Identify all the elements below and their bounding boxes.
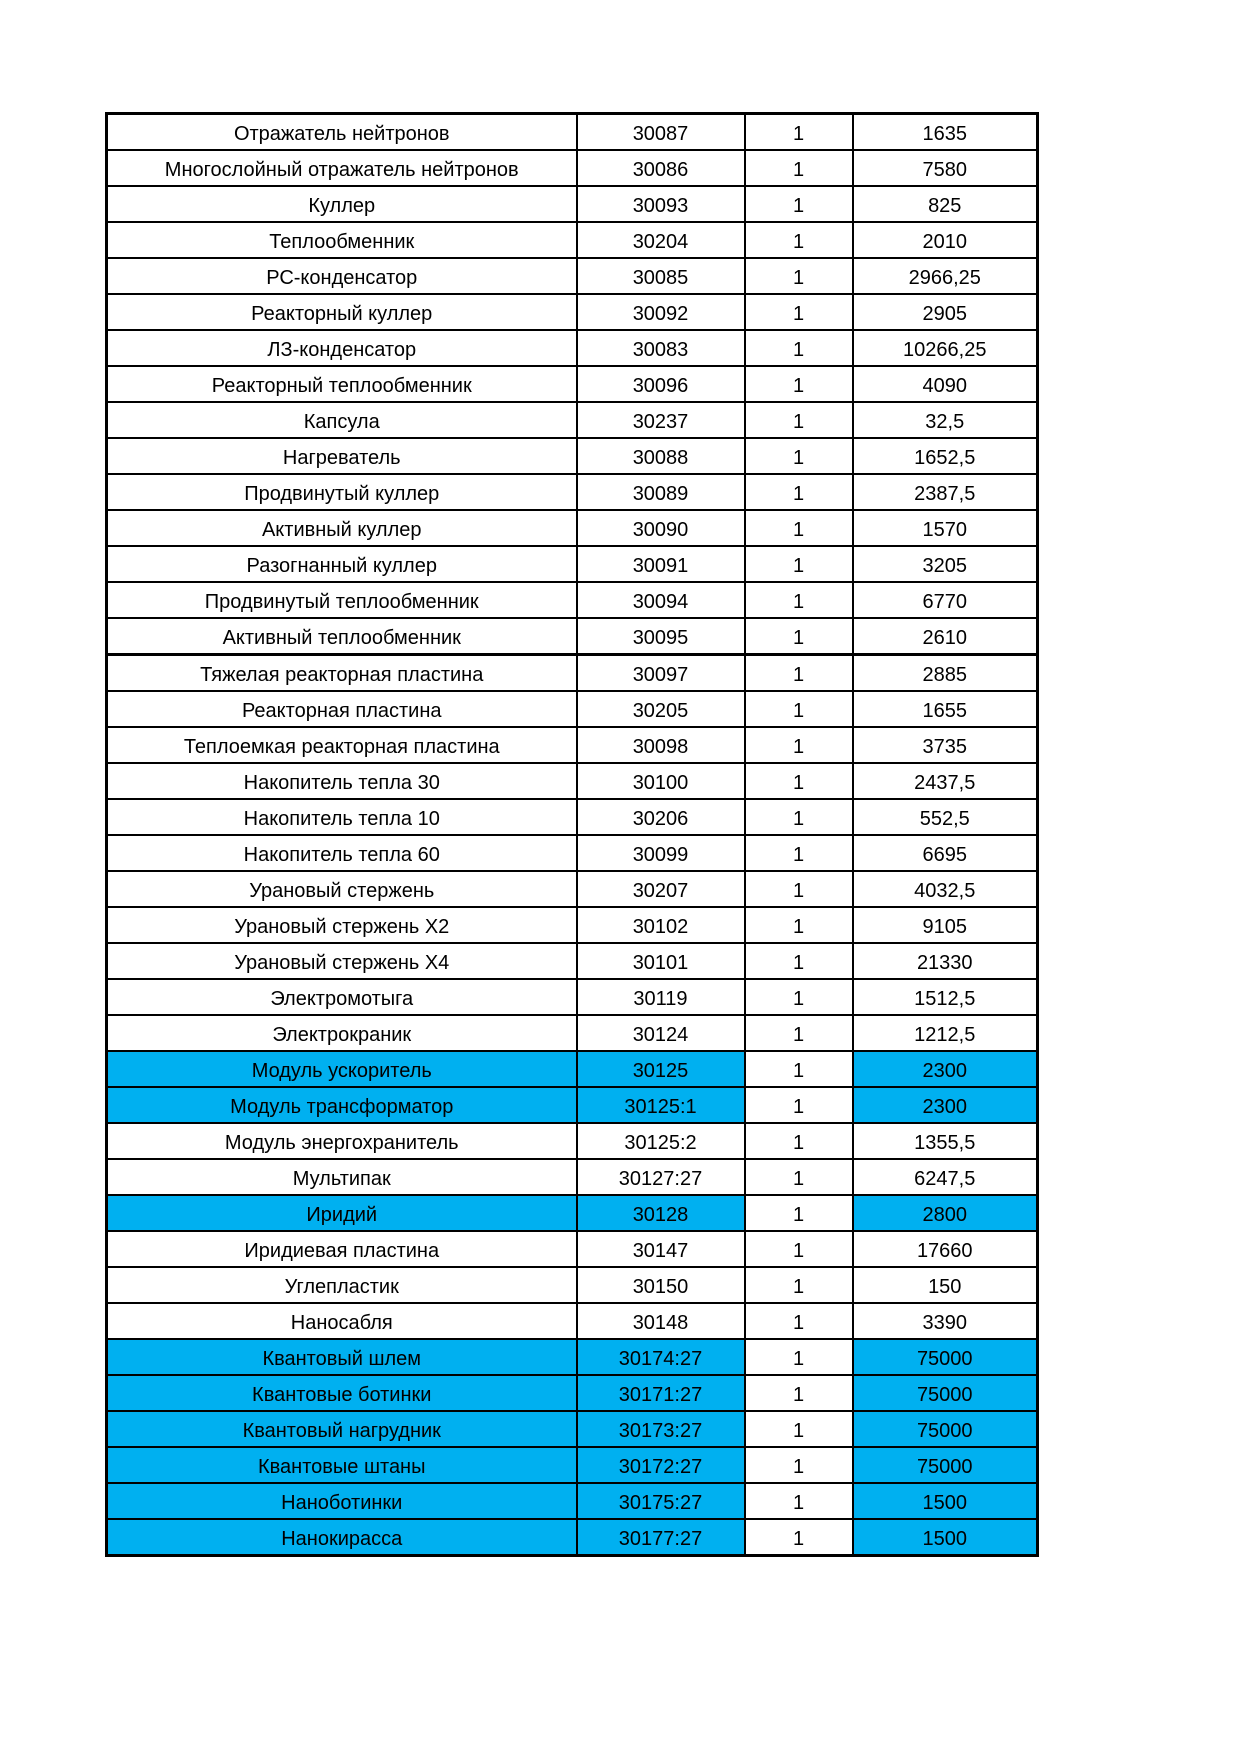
table-row xyxy=(107,907,1038,943)
item-code-cell: 30098 xyxy=(577,727,745,763)
item-name-cell: Электрокраник xyxy=(107,1015,577,1051)
item-name-cell: Тяжелая реакторная пластина xyxy=(107,655,577,692)
item-code-cell: 30097 xyxy=(577,655,745,692)
item-qty-cell: 1 xyxy=(745,655,853,692)
item-qty-cell: 1 xyxy=(745,114,853,151)
item-price-cell: 4032,5 xyxy=(853,871,1038,907)
item-qty-cell: 1 xyxy=(745,1123,853,1159)
item-name-cell: Наноботинки xyxy=(107,1483,577,1519)
item-price-cell: 1512,5 xyxy=(853,979,1038,1015)
item-price-cell: 150 xyxy=(853,1267,1038,1303)
item-code-cell: 30237 xyxy=(577,402,745,438)
item-name-cell: ЛЗ-конденсатор xyxy=(107,330,577,366)
table-row xyxy=(107,1195,1038,1231)
item-code-cell: 30175:27 xyxy=(577,1483,745,1519)
item-code-cell: 30150 xyxy=(577,1267,745,1303)
item-name-cell: Нанокирасса xyxy=(107,1519,577,1556)
table-row xyxy=(107,186,1038,222)
item-code-cell: 30090 xyxy=(577,510,745,546)
item-qty-cell: 1 xyxy=(745,510,853,546)
item-price-cell: 2610 xyxy=(853,618,1038,655)
table-row xyxy=(107,1267,1038,1303)
item-code-cell: 30095 xyxy=(577,618,745,655)
item-qty-cell: 1 xyxy=(745,799,853,835)
item-code-cell: 30172:27 xyxy=(577,1447,745,1483)
item-name-cell: Реакторный теплообменник xyxy=(107,366,577,402)
table-row xyxy=(107,1231,1038,1267)
item-code-cell: 30087 xyxy=(577,114,745,151)
item-name-cell: Иридий xyxy=(107,1195,577,1231)
item-name-cell: Квантовые ботинки xyxy=(107,1375,577,1411)
table-row xyxy=(107,691,1038,727)
item-price-cell: 2300 xyxy=(853,1051,1038,1087)
table-row xyxy=(107,366,1038,402)
table-row xyxy=(107,835,1038,871)
item-name-cell: Капсула xyxy=(107,402,577,438)
table-row xyxy=(107,943,1038,979)
table-row xyxy=(107,618,1038,655)
item-code-cell: 30099 xyxy=(577,835,745,871)
item-price-cell: 17660 xyxy=(853,1231,1038,1267)
item-price-cell: 1212,5 xyxy=(853,1015,1038,1051)
item-name-cell: Накопитель тепла 60 xyxy=(107,835,577,871)
item-qty-cell: 1 xyxy=(745,366,853,402)
item-qty-cell: 1 xyxy=(745,186,853,222)
table-row xyxy=(107,438,1038,474)
item-price-cell: 1355,5 xyxy=(853,1123,1038,1159)
item-qty-cell: 1 xyxy=(745,1159,853,1195)
price-table-body xyxy=(107,114,1038,1556)
item-price-cell: 2885 xyxy=(853,655,1038,692)
item-name-cell: Электромотыга xyxy=(107,979,577,1015)
item-qty-cell: 1 xyxy=(745,1195,853,1231)
item-qty-cell: 1 xyxy=(745,1519,853,1556)
item-price-cell: 2905 xyxy=(853,294,1038,330)
item-name-cell: Отражатель нейтронов xyxy=(107,114,577,151)
item-qty-cell: 1 xyxy=(745,1303,853,1339)
item-qty-cell: 1 xyxy=(745,1375,853,1411)
table-row xyxy=(107,1123,1038,1159)
item-code-cell: 30124 xyxy=(577,1015,745,1051)
item-price-cell: 75000 xyxy=(853,1411,1038,1447)
item-name-cell: Накопитель тепла 30 xyxy=(107,763,577,799)
table-row xyxy=(107,546,1038,582)
item-qty-cell: 1 xyxy=(745,871,853,907)
item-name-cell: Модуль ускоритель xyxy=(107,1051,577,1087)
item-code-cell: 30148 xyxy=(577,1303,745,1339)
item-code-cell: 30092 xyxy=(577,294,745,330)
table-row xyxy=(107,1447,1038,1483)
item-code-cell: 30125 xyxy=(577,1051,745,1087)
item-qty-cell: 1 xyxy=(745,1267,853,1303)
item-price-cell: 9105 xyxy=(853,907,1038,943)
item-name-cell: Наносабля xyxy=(107,1303,577,1339)
item-price-cell: 75000 xyxy=(853,1447,1038,1483)
item-code-cell: 30127:27 xyxy=(577,1159,745,1195)
table-row xyxy=(107,294,1038,330)
item-code-cell: 30093 xyxy=(577,186,745,222)
item-price-cell: 2800 xyxy=(853,1195,1038,1231)
item-price-cell: 1635 xyxy=(853,114,1038,151)
item-qty-cell: 1 xyxy=(745,258,853,294)
price-table xyxy=(105,112,1039,1557)
item-price-cell: 1655 xyxy=(853,691,1038,727)
item-name-cell: Куллер xyxy=(107,186,577,222)
item-code-cell: 30177:27 xyxy=(577,1519,745,1556)
table-row xyxy=(107,1339,1038,1375)
table-row xyxy=(107,510,1038,546)
item-code-cell: 30204 xyxy=(577,222,745,258)
item-qty-cell: 1 xyxy=(745,907,853,943)
item-name-cell: Мультипак xyxy=(107,1159,577,1195)
item-qty-cell: 1 xyxy=(745,546,853,582)
item-name-cell: Теплоемкая реакторная пластина xyxy=(107,727,577,763)
item-price-cell: 32,5 xyxy=(853,402,1038,438)
item-code-cell: 30125:1 xyxy=(577,1087,745,1123)
item-code-cell: 30101 xyxy=(577,943,745,979)
item-name-cell: Квантовый шлем xyxy=(107,1339,577,1375)
item-code-cell: 30100 xyxy=(577,763,745,799)
item-qty-cell: 1 xyxy=(745,1231,853,1267)
item-name-cell: Накопитель тепла 10 xyxy=(107,799,577,835)
item-qty-cell: 1 xyxy=(745,330,853,366)
item-name-cell: РС-конденсатор xyxy=(107,258,577,294)
table-row xyxy=(107,474,1038,510)
item-price-cell: 21330 xyxy=(853,943,1038,979)
item-code-cell: 30094 xyxy=(577,582,745,618)
item-name-cell: Квантовый нагрудник xyxy=(107,1411,577,1447)
item-code-cell: 30147 xyxy=(577,1231,745,1267)
item-name-cell: Продвинутый теплообменник xyxy=(107,582,577,618)
item-price-cell: 2300 xyxy=(853,1087,1038,1123)
item-price-cell: 552,5 xyxy=(853,799,1038,835)
table-row xyxy=(107,114,1038,151)
item-qty-cell: 1 xyxy=(745,1015,853,1051)
item-qty-cell: 1 xyxy=(745,618,853,655)
table-row xyxy=(107,1483,1038,1519)
item-code-cell: 30206 xyxy=(577,799,745,835)
item-name-cell: Иридиевая пластина xyxy=(107,1231,577,1267)
item-qty-cell: 1 xyxy=(745,1411,853,1447)
item-name-cell: Нагреватель xyxy=(107,438,577,474)
item-price-cell: 2437,5 xyxy=(853,763,1038,799)
item-code-cell: 30085 xyxy=(577,258,745,294)
item-price-cell: 75000 xyxy=(853,1339,1038,1375)
item-code-cell: 30128 xyxy=(577,1195,745,1231)
item-qty-cell: 1 xyxy=(745,150,853,186)
table-row xyxy=(107,330,1038,366)
item-price-cell: 6695 xyxy=(853,835,1038,871)
item-price-cell: 75000 xyxy=(853,1375,1038,1411)
item-qty-cell: 1 xyxy=(745,1087,853,1123)
table-row xyxy=(107,1087,1038,1123)
item-price-cell: 2387,5 xyxy=(853,474,1038,510)
item-price-cell: 3735 xyxy=(853,727,1038,763)
item-name-cell: Разогнанный куллер xyxy=(107,546,577,582)
item-name-cell: Теплообменник xyxy=(107,222,577,258)
table-row xyxy=(107,258,1038,294)
item-name-cell: Урановый стержень Х2 xyxy=(107,907,577,943)
item-price-cell: 1500 xyxy=(853,1483,1038,1519)
item-qty-cell: 1 xyxy=(745,943,853,979)
item-code-cell: 30089 xyxy=(577,474,745,510)
item-code-cell: 30173:27 xyxy=(577,1411,745,1447)
item-price-cell: 3390 xyxy=(853,1303,1038,1339)
item-code-cell: 30174:27 xyxy=(577,1339,745,1375)
item-code-cell: 30207 xyxy=(577,871,745,907)
item-code-cell: 30102 xyxy=(577,907,745,943)
item-price-cell: 3205 xyxy=(853,546,1038,582)
table-row xyxy=(107,655,1038,692)
item-price-cell: 1570 xyxy=(853,510,1038,546)
table-row xyxy=(107,979,1038,1015)
item-price-cell: 1652,5 xyxy=(853,438,1038,474)
item-qty-cell: 1 xyxy=(745,222,853,258)
table-row xyxy=(107,150,1038,186)
item-code-cell: 30088 xyxy=(577,438,745,474)
table-row xyxy=(107,1375,1038,1411)
item-name-cell: Реакторная пластина xyxy=(107,691,577,727)
item-qty-cell: 1 xyxy=(745,979,853,1015)
table-row xyxy=(107,799,1038,835)
item-price-cell: 6247,5 xyxy=(853,1159,1038,1195)
item-name-cell: Реакторный куллер xyxy=(107,294,577,330)
item-price-cell: 4090 xyxy=(853,366,1038,402)
table-row xyxy=(107,582,1038,618)
item-qty-cell: 1 xyxy=(745,1339,853,1375)
item-code-cell: 30119 xyxy=(577,979,745,1015)
item-qty-cell: 1 xyxy=(745,1447,853,1483)
item-code-cell: 30205 xyxy=(577,691,745,727)
item-code-cell: 30091 xyxy=(577,546,745,582)
item-qty-cell: 1 xyxy=(745,294,853,330)
item-price-cell: 7580 xyxy=(853,150,1038,186)
table-row xyxy=(107,1303,1038,1339)
item-name-cell: Активный теплообменник xyxy=(107,618,577,655)
item-price-cell: 1500 xyxy=(853,1519,1038,1556)
item-name-cell: Квантовые штаны xyxy=(107,1447,577,1483)
item-qty-cell: 1 xyxy=(745,1051,853,1087)
item-qty-cell: 1 xyxy=(745,582,853,618)
item-qty-cell: 1 xyxy=(745,438,853,474)
item-qty-cell: 1 xyxy=(745,691,853,727)
item-code-cell: 30083 xyxy=(577,330,745,366)
table-row xyxy=(107,871,1038,907)
item-price-cell: 10266,25 xyxy=(853,330,1038,366)
item-name-cell: Модуль энергохранитель xyxy=(107,1123,577,1159)
item-price-cell: 2966,25 xyxy=(853,258,1038,294)
item-code-cell: 30125:2 xyxy=(577,1123,745,1159)
item-qty-cell: 1 xyxy=(745,1483,853,1519)
item-name-cell: Углепластик xyxy=(107,1267,577,1303)
table-row xyxy=(107,1159,1038,1195)
item-name-cell: Многослойный отражатель нейтронов xyxy=(107,150,577,186)
table-row xyxy=(107,1411,1038,1447)
item-qty-cell: 1 xyxy=(745,835,853,871)
item-name-cell: Продвинутый куллер xyxy=(107,474,577,510)
item-price-cell: 2010 xyxy=(853,222,1038,258)
table-row xyxy=(107,1015,1038,1051)
table-row xyxy=(107,402,1038,438)
item-price-cell: 6770 xyxy=(853,582,1038,618)
table-row xyxy=(107,222,1038,258)
item-code-cell: 30171:27 xyxy=(577,1375,745,1411)
item-qty-cell: 1 xyxy=(745,727,853,763)
item-name-cell: Модуль трансформатор xyxy=(107,1087,577,1123)
item-qty-cell: 1 xyxy=(745,402,853,438)
item-code-cell: 30096 xyxy=(577,366,745,402)
item-name-cell: Активный куллер xyxy=(107,510,577,546)
table-row xyxy=(107,1051,1038,1087)
item-price-cell: 825 xyxy=(853,186,1038,222)
table-row xyxy=(107,763,1038,799)
item-name-cell: Урановый стержень xyxy=(107,871,577,907)
item-qty-cell: 1 xyxy=(745,474,853,510)
table-row xyxy=(107,727,1038,763)
item-code-cell: 30086 xyxy=(577,150,745,186)
item-qty-cell: 1 xyxy=(745,763,853,799)
item-name-cell: Урановый стержень Х4 xyxy=(107,943,577,979)
table-row xyxy=(107,1519,1038,1556)
